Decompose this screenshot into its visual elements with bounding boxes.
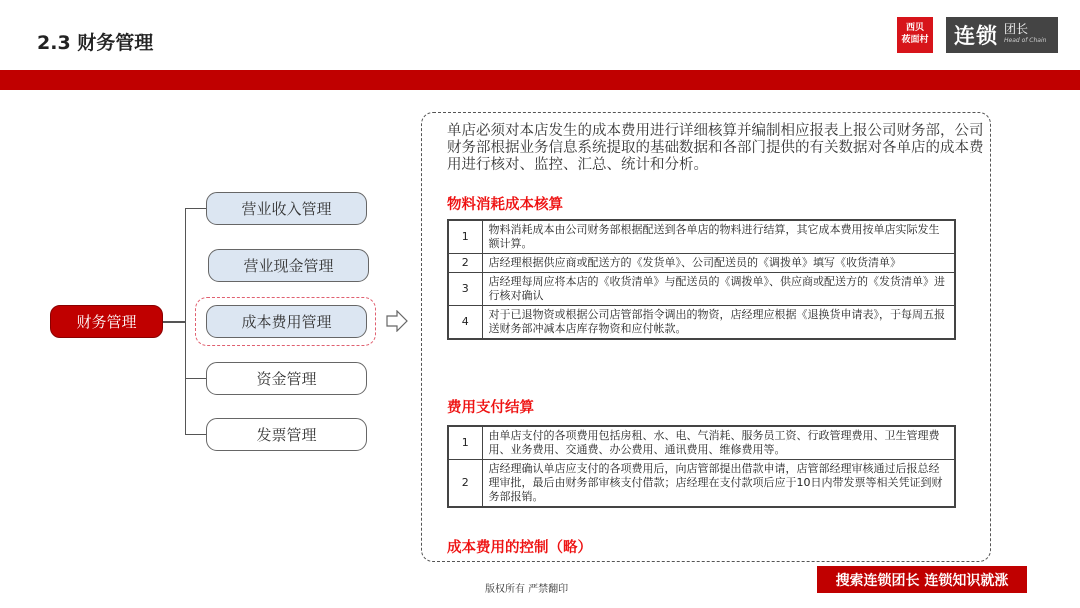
table-row xyxy=(448,273,955,306)
section-title-material: 物料消耗成本核算 xyxy=(447,197,563,213)
material-cost-table xyxy=(447,219,956,340)
node-cash-management: 营业现金管理 xyxy=(208,249,369,282)
tree-root-node: 财务管理 xyxy=(50,305,163,338)
row-text: 由单店支付的各项费用包括房租、水、电、气消耗、服务员工资、行政管理费用、卫生管理费用、业务费用、交通费、办公费用、通讯费用、维修费用等。 xyxy=(482,426,955,460)
connector-1 xyxy=(185,208,206,209)
logo-big-text: 连锁 xyxy=(954,24,998,48)
footer-banner: 搜索连锁团长 连锁知识就涨 xyxy=(817,566,1027,593)
intro-paragraph: 单店必须对本店发生的成本费用进行详细核算并编制相应报表上报公司财务部，公司财务部根据业务信息系统提取的基础数据和各部门提供的有关数据对各单店的成本费用进行核对、监控、汇总、统计和分析。 xyxy=(447,123,984,173)
logo-line-1: 西贝 xyxy=(905,23,924,33)
logo-line-2: 莜面村 xyxy=(901,35,929,45)
table-row xyxy=(448,220,955,254)
right-arrow-icon xyxy=(386,310,408,332)
row-text: 对于已退物资或根据公司店管部指令调出的物资，店经理应根据《退换货申请表》，于每周五报送财务部冲减本店库存物资和应付帐款。 xyxy=(482,306,955,340)
chain-head-logo xyxy=(946,17,1058,53)
row-number: 1 xyxy=(448,220,482,254)
expense-payment-table xyxy=(447,425,956,508)
row-number: 3 xyxy=(448,273,482,306)
header-red-bar xyxy=(0,70,1080,90)
row-text: 店经理确认单店应支付的各项费用后，向店管部提出借款申请，店管部经理审核通过后报总经理审批，最后由财务部审核支付借款；店经理在支付款项后应于10日内带发票等相关凭证到财务部报销。 xyxy=(482,460,955,508)
connector-vertical xyxy=(185,208,186,434)
row-number: 4 xyxy=(448,306,482,340)
row-text: 店经理根据供应商或配送方的《发货单》、公司配送员的《调拨单》填写《收货清单》 xyxy=(482,254,955,273)
xibei-logo xyxy=(897,17,933,53)
node-invoice-management: 发票管理 xyxy=(206,418,367,451)
node-cost-management: 成本费用管理 xyxy=(206,305,367,338)
node-fund-management: 资金管理 xyxy=(206,362,367,395)
connector-4 xyxy=(185,378,206,379)
table-row xyxy=(448,426,955,460)
row-number: 1 xyxy=(448,426,482,460)
page-title: 2.3 财务管理 xyxy=(37,32,154,54)
table-row xyxy=(448,306,955,340)
logo-small-text xyxy=(1004,23,1046,47)
row-text: 物料消耗成本由公司财务部根据配送到各单店的物料进行结算，其它成本费用按单店实际发生额计算。 xyxy=(482,220,955,254)
table-row xyxy=(448,460,955,508)
node-revenue-management: 营业收入管理 xyxy=(206,192,367,225)
section-title-payment: 费用支付结算 xyxy=(447,400,534,416)
copyright-text: 版权所有 严禁翻印 xyxy=(485,584,569,595)
section-title-control: 成本费用的控制（略） xyxy=(447,540,592,556)
logo-small-cn: 团长 xyxy=(1004,22,1029,36)
row-text: 店经理每周应将本店的《收货清单》与配送员的《调拨单》、供应商或配送方的《发货清单》进行核对确认 xyxy=(482,273,955,306)
row-number: 2 xyxy=(448,254,482,273)
logo-small-en: Head of Chain xyxy=(1004,37,1047,44)
connector-5 xyxy=(185,434,206,435)
row-number: 2 xyxy=(448,460,482,508)
connector-root xyxy=(163,321,186,323)
table-row xyxy=(448,254,955,273)
